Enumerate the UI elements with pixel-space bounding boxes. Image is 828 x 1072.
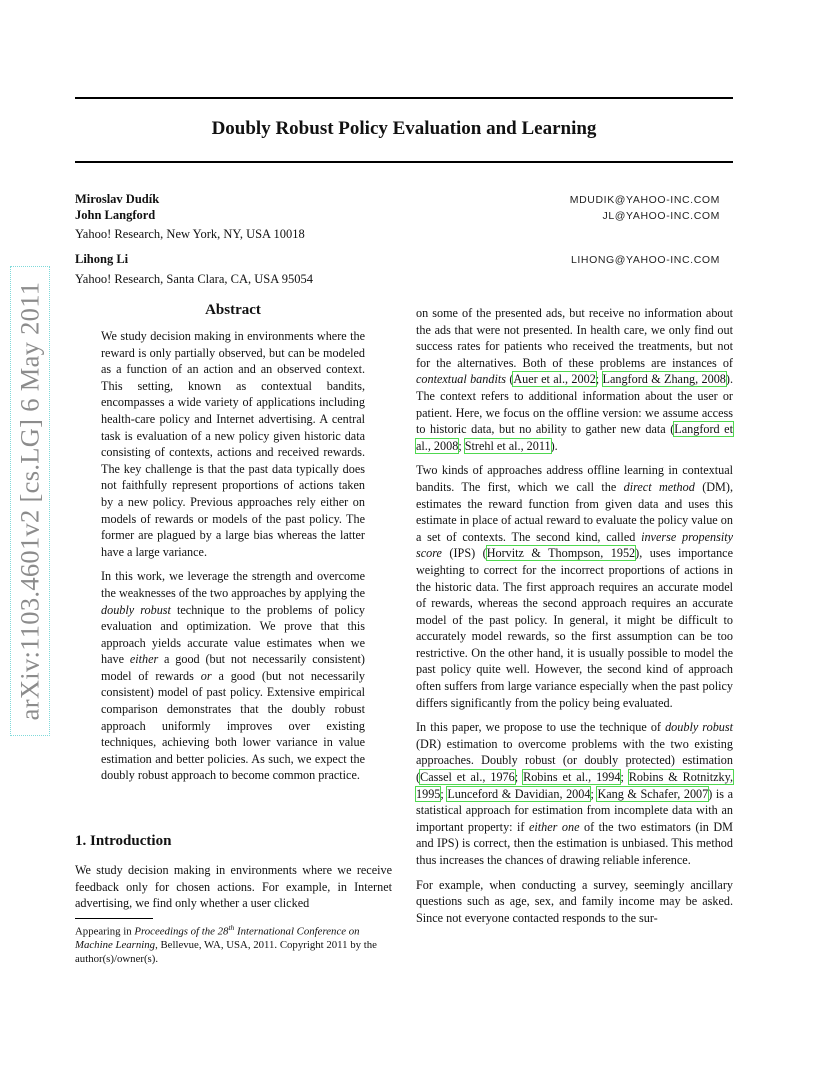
- footnote: Appearing in Proceedings of the 28th International Conference on Machine Learning, Bellevue, WA, USA, 2011. Copyright 2011 by the author(s)/owner(s).: [75, 923, 377, 965]
- right-paragraph-3: In this paper, we propose to use the technique of doubly robust (DR) estimation to overcome problems with the two existing approaches. Doubly robust (or doubly protected) estimation (Cassel et al., 1976; Robins et al., 1994; Robins & Rotnitzky, 1995; Lunceford & Davidian, 2004; Kang & Schafer, 2007) is a statistical approach for estimation from incomplete data with an important property: if either one of the two estimators (in DM and IPS) is correct, then the estimation is unbiased. This method thus increases the chances of drawing reliable inference.: [416, 720, 734, 867]
- author-email-1[interactable]: MDUDIK@YAHOO-INC.COM: [569, 194, 720, 206]
- section-heading-introduction: 1. Introduction: [75, 833, 172, 849]
- abstract-body: [101, 328, 365, 792]
- right-paragraph-1: on some of the presented ads, but receive no information about the ads that were not presented. In health care, we only find out success rates for patients who received the treatments, but not for the alternatives. Both of these problems are instances of contextual bandits (Auer et al., 2002; Langford & Zhang, 2008). The context refers to additional information about the user or patient. Here, we focus on the offline version: we assume access to historic data, but no ability to gather new data (Langford et al., 2008; Strehl et al., 2011).: [416, 306, 733, 453]
- citation-link[interactable]: Kang & Schafer, 2007: [597, 786, 709, 801]
- author-name-3: Lihong Li: [75, 252, 129, 266]
- affiliation-2: Yahoo! Research, Santa Clara, CA, USA 95054: [75, 272, 313, 286]
- citation-link[interactable]: Robins & Rotnitzky, 1995: [416, 770, 733, 801]
- title-rule-top: [75, 97, 733, 99]
- abstract-heading: Abstract: [205, 302, 261, 318]
- author-name-2: John Langford: [75, 208, 156, 222]
- abstract-paragraph-2: In this work, we leverage the strength and overcome the weaknesses of the two approaches by applying the doubly robust technique to the problems of policy evaluation and optimization. We prove that this approach yields accurate value estimates when we have either a good (but not necessarily consistent) model of rewards or a good (but not necessarily consistent) model of past policy. Extensive empirical comparison demonstrates that the doubly robust approach uniformly improves over existing techniques, achieving both lower variance in value estimation and better policies. As such, we expect the doubly robust approach to become common practice.: [101, 569, 366, 783]
- citation-link[interactable]: Auer et al., 2002: [513, 372, 596, 387]
- citation-link[interactable]: Horvitz & Thompson, 1952: [486, 546, 636, 561]
- citation-link[interactable]: Robins et al., 1994: [523, 770, 621, 785]
- citation-link[interactable]: Langford & Zhang, 2008: [602, 372, 726, 387]
- affiliation-1: Yahoo! Research, New York, NY, USA 10018: [75, 227, 305, 241]
- footnote-rule: [75, 918, 153, 919]
- citation-link[interactable]: Cassel et al., 1976: [420, 770, 515, 785]
- right-paragraph-2: Two kinds of approaches address offline learning in contextual bandits. The first, which we call the direct method (DM), estimates the reward function from given data and uses this estimate in place of actual reward to evaluate the policy value on a set of contexts. The second kind, called inverse propensity score (IPS) (Horvitz & Thompson, 1952), uses importance weighting to correct for the incorrect proportions of actions in the historic data. The first approach requires an accurate model of rewards, whereas the second approach requires an accurate model of the past policy. In general, it might be difficult to accurately model rewards, so the first assumption can be too restrictive. On the other hand, it is usually possible to model the past policy quite well. However, the second kind of approach often suffers from large variance especially when the past policy differs significantly from the policy being evaluated.: [416, 463, 733, 710]
- intro-body: [75, 862, 392, 920]
- paper-title: Doubly Robust Policy Evaluation and Learning: [211, 118, 597, 139]
- arxiv-id: arXiv:1103.4601v2 [cs.LG] 6 May 2011: [14, 281, 45, 721]
- title-rule-bottom: [75, 161, 733, 163]
- right-paragraph-4: For example, when conducting a survey, seemingly ancillary questions such as age, sex, and family income may be asked. Since not everyone contacted responds to the sur-: [416, 877, 733, 925]
- intro-paragraph-1: We study decision making in environments where we receive feedback only for chosen actions. For example, in Internet advertising, we find only whether a user clicked: [75, 863, 392, 911]
- author-email-3[interactable]: LIHONG@YAHOO-INC.COM: [570, 254, 720, 266]
- abstract-paragraph-1: We study decision making in environments where the reward is only partially observed, but can be modeled as a function of an action and an observed context. This setting, known as contextual bandits, encompasses a wide variety of applications including health-care policy and Internet advertising. A central task is evaluation of a new policy given historic data consisting of contexts, actions and received rewards. The key challenge is that the past data typically does not faithfully represent proportions of actions taken by a new policy. Previous approaches rely either on models of rewards or models of the past policy. The former are plagued by a large bias whereas the latter have a large variance.: [101, 329, 365, 559]
- citation-link[interactable]: Strehl et al., 2011: [464, 438, 551, 453]
- citation-link[interactable]: Lunceford & Davidian, 2004: [447, 786, 591, 801]
- citation-link[interactable]: Langford et al., 2008: [416, 422, 733, 453]
- author-name-1: Miroslav Dudík: [75, 192, 160, 206]
- right-column-body: [416, 305, 733, 934]
- author-email-2[interactable]: JL@YAHOO-INC.COM: [602, 210, 720, 222]
- arxiv-stamp[interactable]: [10, 266, 50, 736]
